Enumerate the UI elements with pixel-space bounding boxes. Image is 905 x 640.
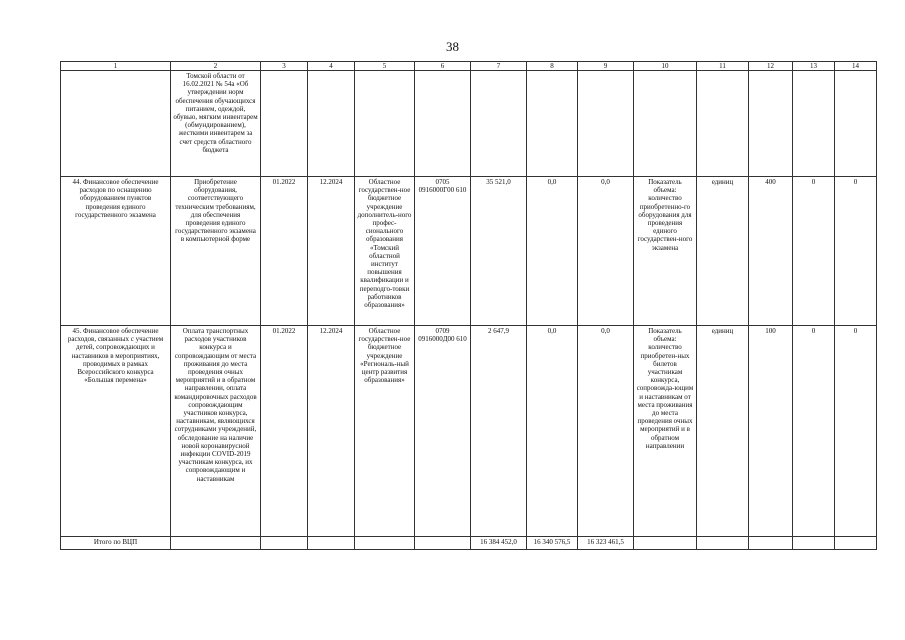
table-cell — [355, 71, 415, 177]
table-cell: Областное государствен-ное бюджетное учреждение дополнитель-ного профес-сионального образования «Томский областной институт повышения квалификации и переподго-товки работников образования» — [355, 177, 415, 326]
table-row — [61, 71, 877, 177]
total-cell — [355, 537, 415, 550]
table-cell: Показатель объема: количество приобретен-ных билетов участникам конкурса, сопровожда-ющим и наставникам от места проживания до места проведения очных мероприятий и в обратном направлении — [634, 326, 697, 537]
column-number: 11 — [697, 62, 749, 71]
table-cell: 0 — [835, 177, 877, 326]
total-cell — [749, 537, 793, 550]
table-cell: Показатель объема: количество приобретенно-го оборудования для проведения единого государствен-ного экзамена — [634, 177, 697, 326]
table-cell: 0,0 — [527, 326, 578, 537]
column-number: 6 — [415, 62, 471, 71]
column-number: 14 — [835, 62, 877, 71]
table-cell: 400 — [749, 177, 793, 326]
table-cell: 44. Финансовое обеспечение расходов по оснащению оборудованием пунктов проведения единого государственного экзамена — [61, 177, 171, 326]
table-cell: единиц — [697, 326, 749, 537]
table-cell: 0 — [793, 326, 835, 537]
column-number: 13 — [793, 62, 835, 71]
column-number: 12 — [749, 62, 793, 71]
column-number: 3 — [261, 62, 308, 71]
column-number-row — [61, 62, 877, 71]
table-cell — [793, 71, 835, 177]
column-number: 7 — [471, 62, 527, 71]
column-number: 4 — [308, 62, 355, 71]
total-label: Итого по ВЦП — [61, 537, 171, 550]
table-cell — [835, 71, 877, 177]
table-cell — [261, 71, 308, 177]
table-cell — [308, 71, 355, 177]
table-cell: 12.2024 — [308, 177, 355, 326]
total-year-1: 16 384 452,0 — [471, 537, 527, 550]
table-cell: Томской области от 16.02.2021 № 54а «Об утверждении норм обеспечения обучающихся питанием, одеждой, обувью, мягким инвентарем (обмундированием), жесткими инвентарем за счет средств областного бюджета — [171, 71, 261, 177]
table-cell: Приобретение оборудования, соответствующего техническим требованиям, для обеспечения проведения единого государственного экзамена в компьютерной форме — [171, 177, 261, 326]
budget-table — [60, 61, 877, 550]
table-cell — [578, 71, 634, 177]
table-cell: Областное государствен-ное бюджетное учреждение «Региональ-ный центр развития образования» — [355, 326, 415, 537]
table-cell — [527, 71, 578, 177]
table-cell: 45. Финансовое обеспечение расходов, связанных с участием детей, сопровождающих и наставников в мероприятиях, проводимых в рамках Всероссийского конкурса «Большая перемена» — [61, 326, 171, 537]
table-cell — [415, 71, 471, 177]
column-number: 1 — [61, 62, 171, 71]
table-cell: 35 521,0 — [471, 177, 527, 326]
total-year-3: 16 323 461,5 — [578, 537, 634, 550]
table-cell: 2 647,9 — [471, 326, 527, 537]
table-cell: 0709 0916000Д00 610 — [415, 326, 471, 537]
column-number: 8 — [527, 62, 578, 71]
table-cell: 0705 0916000Г00 610 — [415, 177, 471, 326]
total-cell — [835, 537, 877, 550]
total-cell — [415, 537, 471, 550]
page-number: 38 — [446, 39, 459, 54]
table-cell: 0,0 — [578, 326, 634, 537]
column-number: 2 — [171, 62, 261, 71]
total-cell — [634, 537, 697, 550]
total-cell — [697, 537, 749, 550]
total-cell — [308, 537, 355, 550]
table-cell: 01.2022 — [261, 177, 308, 326]
table-cell — [697, 71, 749, 177]
table-cell — [749, 71, 793, 177]
table-row — [61, 177, 877, 326]
total-cell — [261, 537, 308, 550]
table-cell: 0,0 — [527, 177, 578, 326]
table-cell — [471, 71, 527, 177]
column-number: 9 — [578, 62, 634, 71]
total-row — [61, 537, 877, 550]
table-cell: единиц — [697, 177, 749, 326]
table-row — [61, 326, 877, 537]
table-cell — [61, 71, 171, 177]
table-cell: 12.2024 — [308, 326, 355, 537]
total-year-2: 16 340 576,5 — [527, 537, 578, 550]
table-cell: 0 — [793, 177, 835, 326]
column-number: 5 — [355, 62, 415, 71]
table-cell: 0,0 — [578, 177, 634, 326]
table-cell — [634, 71, 697, 177]
column-number: 10 — [634, 62, 697, 71]
total-cell — [171, 537, 261, 550]
table-cell: 100 — [749, 326, 793, 537]
table-cell: 0 — [835, 326, 877, 537]
table-cell: 01.2022 — [261, 326, 308, 537]
table-cell: Оплата транспортных расходов участников конкурса и сопровождающим от места проживания до места проведения очных мероприятий и в обратном направлении, оплата командировочных расходов сопровождающим участников конкурса, наставникам, являющихся сотрудниками учреждений, обследование на наличие новой коронавирусной инфекции COVID-2019 участникам конкурса, их сопровождающим и наставникам — [171, 326, 261, 537]
total-cell — [793, 537, 835, 550]
